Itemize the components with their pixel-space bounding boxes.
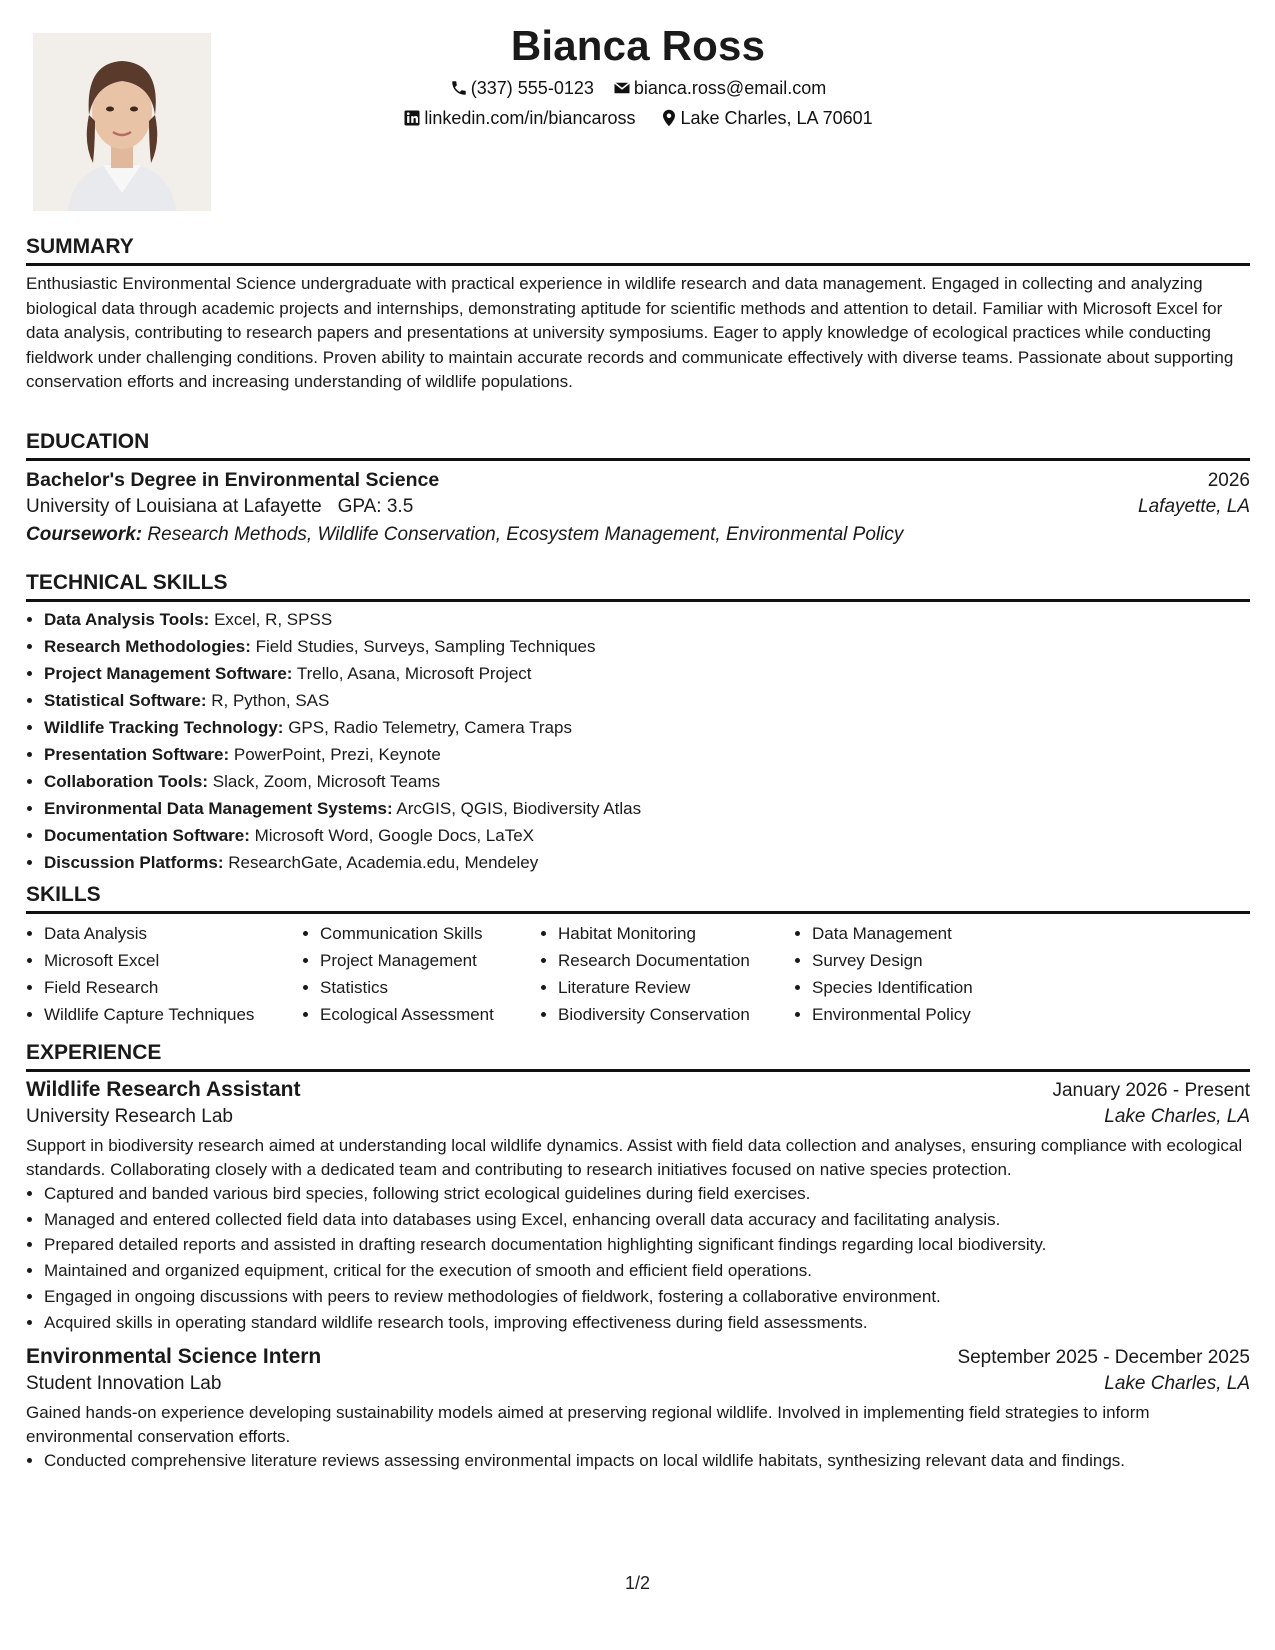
technical-skills-heading: TECHNICAL SKILLS (26, 570, 1250, 602)
school-line (26, 496, 413, 518)
skills-heading: SKILLS (26, 882, 1250, 914)
job-entry (26, 1345, 1250, 1474)
job-description: Gained hands-on experience developing sustainability models aimed at preserving regional wildlife. Involved in implementing field strategies to inform environmental conservation efforts. (26, 1403, 1150, 1446)
job-dates: January 2026 - Present (1052, 1080, 1250, 1101)
tech-skill-item (44, 660, 1250, 687)
skills-column-3 (540, 920, 794, 1028)
location-text: Lake Charles, LA 70601 (680, 108, 873, 128)
tech-skill-item (44, 849, 1250, 876)
summary-text: Enthusiastic Environmental Science undergraduate with practical experience in wildlife research and data management. Engaged in collecting and analyzing biological data through academic projects and internships, demonstrating aptitude for scientific methods and attention to detail. Familiar with Microsoft Excel for data analysis, contributing to research papers and presentations at university symposiums. Eager to apply knowledge of ecological practices while conducting fieldwork under challenging conditions. Proven ability to maintain accurate records and communicate effectively with diverse teams. Passionate about supporting conservation efforts and increasing understanding of wildlife populations. (26, 274, 1234, 391)
technical-skills-section (26, 570, 1250, 876)
skill-item: • Microsoft Excel (44, 947, 302, 974)
tech-skill-value: Excel, R, SPSS (214, 610, 333, 629)
education-row-1 (26, 469, 1250, 492)
gpa: GPA: 3.5 (337, 496, 414, 517)
page-number: 1/2 (624, 1573, 651, 1593)
skills-column-2 (302, 920, 540, 1028)
tech-skill-value: GPS, Radio Telemetry, Camera Traps (288, 718, 572, 737)
tech-skill-label: Statistical Software: (44, 691, 207, 710)
coursework-label: Coursework: (26, 524, 143, 545)
skill-item: • Statistics (320, 974, 540, 1001)
tech-skill-item (44, 795, 1250, 822)
envelope-icon (613, 79, 631, 97)
summary-section (26, 234, 1250, 395)
skill-item: • Project Management (320, 947, 540, 974)
tech-skill-label: Documentation Software: (44, 826, 250, 845)
skill-item: • Literature Review (558, 974, 794, 1001)
tech-skill-label: Wildlife Tracking Technology: (44, 718, 284, 737)
job-bullet: • Acquired skills in operating standard wildlife research tools, improving effectiveness during field assessments. (44, 1310, 1250, 1336)
map-pin-icon (661, 109, 677, 127)
skill-item: • Ecological Assessment (320, 1001, 540, 1028)
job-bullets (26, 1181, 1250, 1335)
location-contact (661, 108, 872, 129)
job-org: University Research Lab (26, 1106, 233, 1127)
tech-skill-item (44, 768, 1250, 795)
email-text: bianca.ross@email.com (633, 78, 827, 98)
job-role: Wildlife Research Assistant (26, 1078, 301, 1101)
tech-skill-value: R, Python, SAS (211, 691, 330, 710)
tech-skill-value: ResearchGate, Academia.edu, Mendeley (228, 853, 539, 872)
tech-skill-label: Collaboration Tools: (44, 772, 209, 791)
job-description: Support in biodiversity research aimed at understanding local wildlife dynamics. Assist with field data collection and analyses, ensuring compliance with ecological standards. Collaborating closely with a dedicated team and contributing to research initiatives focused on native species protection. (26, 1136, 1243, 1179)
phone-contact (450, 78, 594, 99)
contact-row-2 (26, 108, 1250, 129)
job-location: Lake Charles, LA (1104, 1106, 1250, 1127)
degree-title: Bachelor's Degree in Environmental Science (26, 469, 440, 491)
job-subheader (26, 1106, 1250, 1128)
skills-section (26, 882, 1250, 1028)
experience-section (26, 1040, 1250, 1474)
summary-heading: SUMMARY (26, 234, 1250, 266)
education-heading: EDUCATION (26, 429, 1250, 461)
job-dates: September 2025 - December 2025 (957, 1347, 1250, 1369)
contact-row-1 (26, 78, 1250, 99)
tech-skill-value: Field Studies, Surveys, Sampling Techniques (255, 637, 596, 656)
skill-item: • Communication Skills (320, 920, 540, 947)
job-location: Lake Charles, LA (1104, 1373, 1250, 1395)
coursework-line (26, 524, 1250, 546)
skill-item: • Survey Design (812, 947, 1072, 974)
linkedin-contact[interactable] (403, 108, 635, 129)
job-bullet: • Conducted comprehensive literature reviews assessing environmental impacts on local wildlife habitats, synthesizing relevant data and findings. (44, 1448, 1250, 1474)
school-location: Lafayette, LA (1138, 496, 1250, 517)
tech-skill-item (44, 687, 1250, 714)
coursework-list: Research Methods, Wildlife Conservation, Ecosystem Management, Environmental Policy (147, 524, 904, 545)
tech-skill-item (44, 633, 1250, 660)
job-bullet: • Maintained and organized equipment, critical for the execution of smooth and efficient field operations. (44, 1258, 1250, 1284)
skill-item: • Biodiversity Conservation (558, 1001, 794, 1028)
tech-skill-item (44, 714, 1250, 741)
tech-skill-label: Presentation Software: (44, 745, 230, 764)
tech-skill-value: Trello, Asana, Microsoft Project (296, 664, 532, 683)
skills-column-4 (794, 920, 1072, 1028)
skill-item: • Data Management (812, 920, 1072, 947)
job-bullet: • Captured and banded various bird species, following strict ecological guidelines during field exercises. (44, 1181, 1250, 1207)
phone-icon (450, 79, 468, 97)
tech-skill-value: Slack, Zoom, Microsoft Teams (212, 772, 441, 791)
tech-skill-value: PowerPoint, Prezi, Keynote (233, 745, 441, 764)
technical-skills-list (26, 606, 1250, 876)
skills-column-1 (26, 920, 302, 1028)
job-header (26, 1345, 1250, 1369)
skill-item: • Wildlife Capture Techniques (44, 1001, 302, 1028)
skill-item: • Environmental Policy (812, 1001, 1072, 1028)
experience-heading: EXPERIENCE (26, 1040, 1250, 1072)
tech-skill-item (44, 822, 1250, 849)
email-contact[interactable] (613, 78, 826, 99)
job-role: Environmental Science Intern (26, 1345, 322, 1369)
candidate-name: Bianca Ross (510, 22, 766, 69)
linkedin-text: linkedin.com/in/biancaross (424, 108, 636, 128)
job-bullet: • Managed and entered collected field data into databases using Excel, enhancing overall data accuracy and facilitating analysis. (44, 1207, 1250, 1233)
education-row-2 (26, 496, 1250, 518)
skill-item: • Data Analysis (44, 920, 302, 947)
school-name: University of Louisiana at Lafayette (26, 496, 322, 517)
tech-skill-item (44, 741, 1250, 768)
tech-skill-label: Data Analysis Tools: (44, 610, 210, 629)
job-entry (26, 1078, 1250, 1335)
job-bullet: • Engaged in ongoing discussions with peers to review methodologies of fieldwork, fostering a collaborative environment. (44, 1284, 1250, 1310)
skill-item: • Research Documentation (558, 947, 794, 974)
skill-item: • Habitat Monitoring (558, 920, 794, 947)
linkedin-icon (403, 109, 421, 127)
education-section (26, 429, 1250, 546)
job-org: Student Innovation Lab (26, 1373, 222, 1395)
skill-item: • Species Identification (812, 974, 1072, 1001)
tech-skill-value: ArcGIS, QGIS, Biodiversity Atlas (396, 799, 642, 818)
job-bullets (26, 1448, 1250, 1474)
skill-item: • Field Research (44, 974, 302, 1001)
tech-skill-item (44, 606, 1250, 633)
tech-skill-label: Project Management Software: (44, 664, 293, 683)
phone-text: (337) 555-0123 (470, 78, 594, 98)
job-subheader (26, 1373, 1250, 1395)
job-bullet: • Prepared detailed reports and assisted in drafting research documentation highlighting significant findings regarding local biodiversity. (44, 1232, 1250, 1258)
skills-grid (26, 920, 1250, 1028)
tech-skill-label: Research Methodologies: (44, 637, 251, 656)
graduation-year: 2026 (1207, 470, 1250, 491)
tech-skill-value: Microsoft Word, Google Docs, LaTeX (254, 826, 534, 845)
tech-skill-label: Discussion Platforms: (44, 853, 224, 872)
tech-skill-label: Environmental Data Management Systems: (44, 799, 393, 818)
job-header (26, 1078, 1250, 1102)
